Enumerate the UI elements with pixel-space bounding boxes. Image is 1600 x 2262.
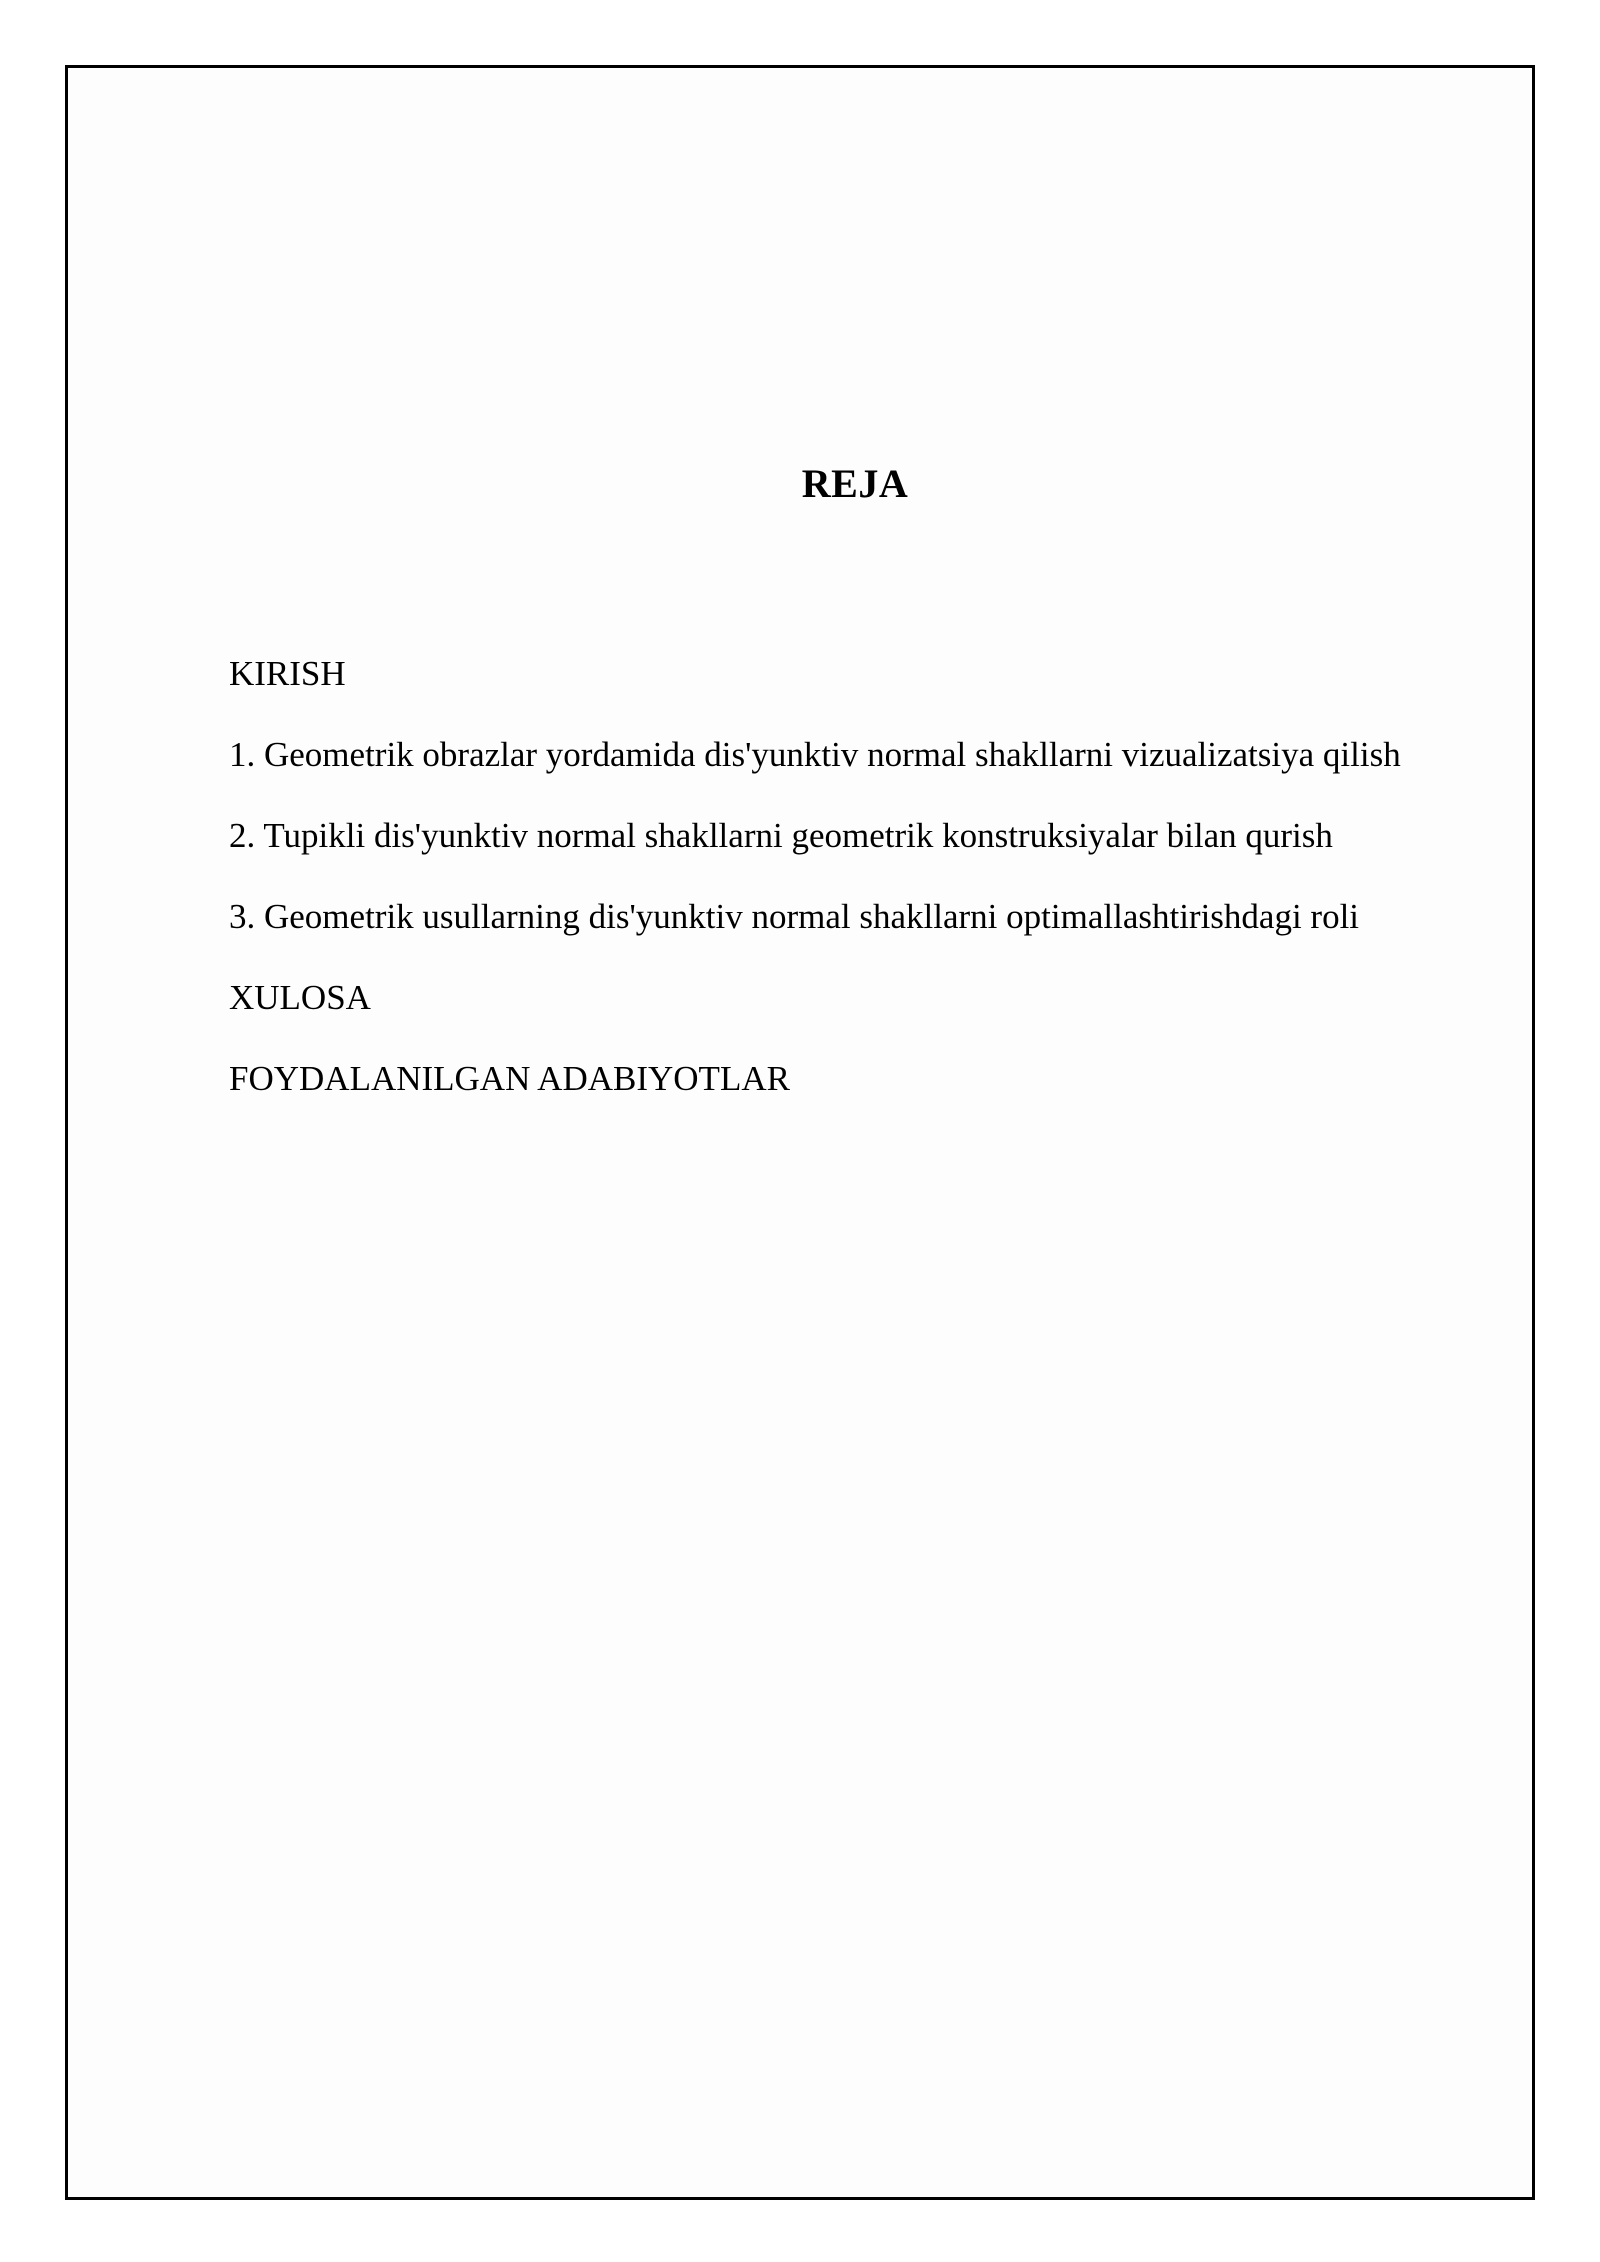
toc-item-chapter-1: 1. Geometrik obrazlar yordamida dis'yunktiv normal shakllarni vizualizatsiya qilish bbox=[229, 735, 1401, 774]
page-border bbox=[65, 65, 1535, 2200]
table-of-contents bbox=[229, 642, 1479, 1128]
toc-item-chapter-2: 2. Tupikli dis'yunktiv normal shakllarni geometrik konstruksiyalar bilan qurish bbox=[229, 816, 1333, 855]
toc-item-introduction: KIRISH bbox=[229, 654, 346, 693]
page-title: REJA bbox=[801, 461, 909, 506]
toc-item-conclusion: XULOSA bbox=[229, 978, 371, 1017]
toc-item-chapter-3: 3. Geometrik usullarning dis'yunktiv normal shakllarni optimallashtirishdagi roli bbox=[229, 897, 1360, 936]
toc-item-references: FOYDALANILGAN ADABIYOTLAR bbox=[229, 1059, 790, 1098]
